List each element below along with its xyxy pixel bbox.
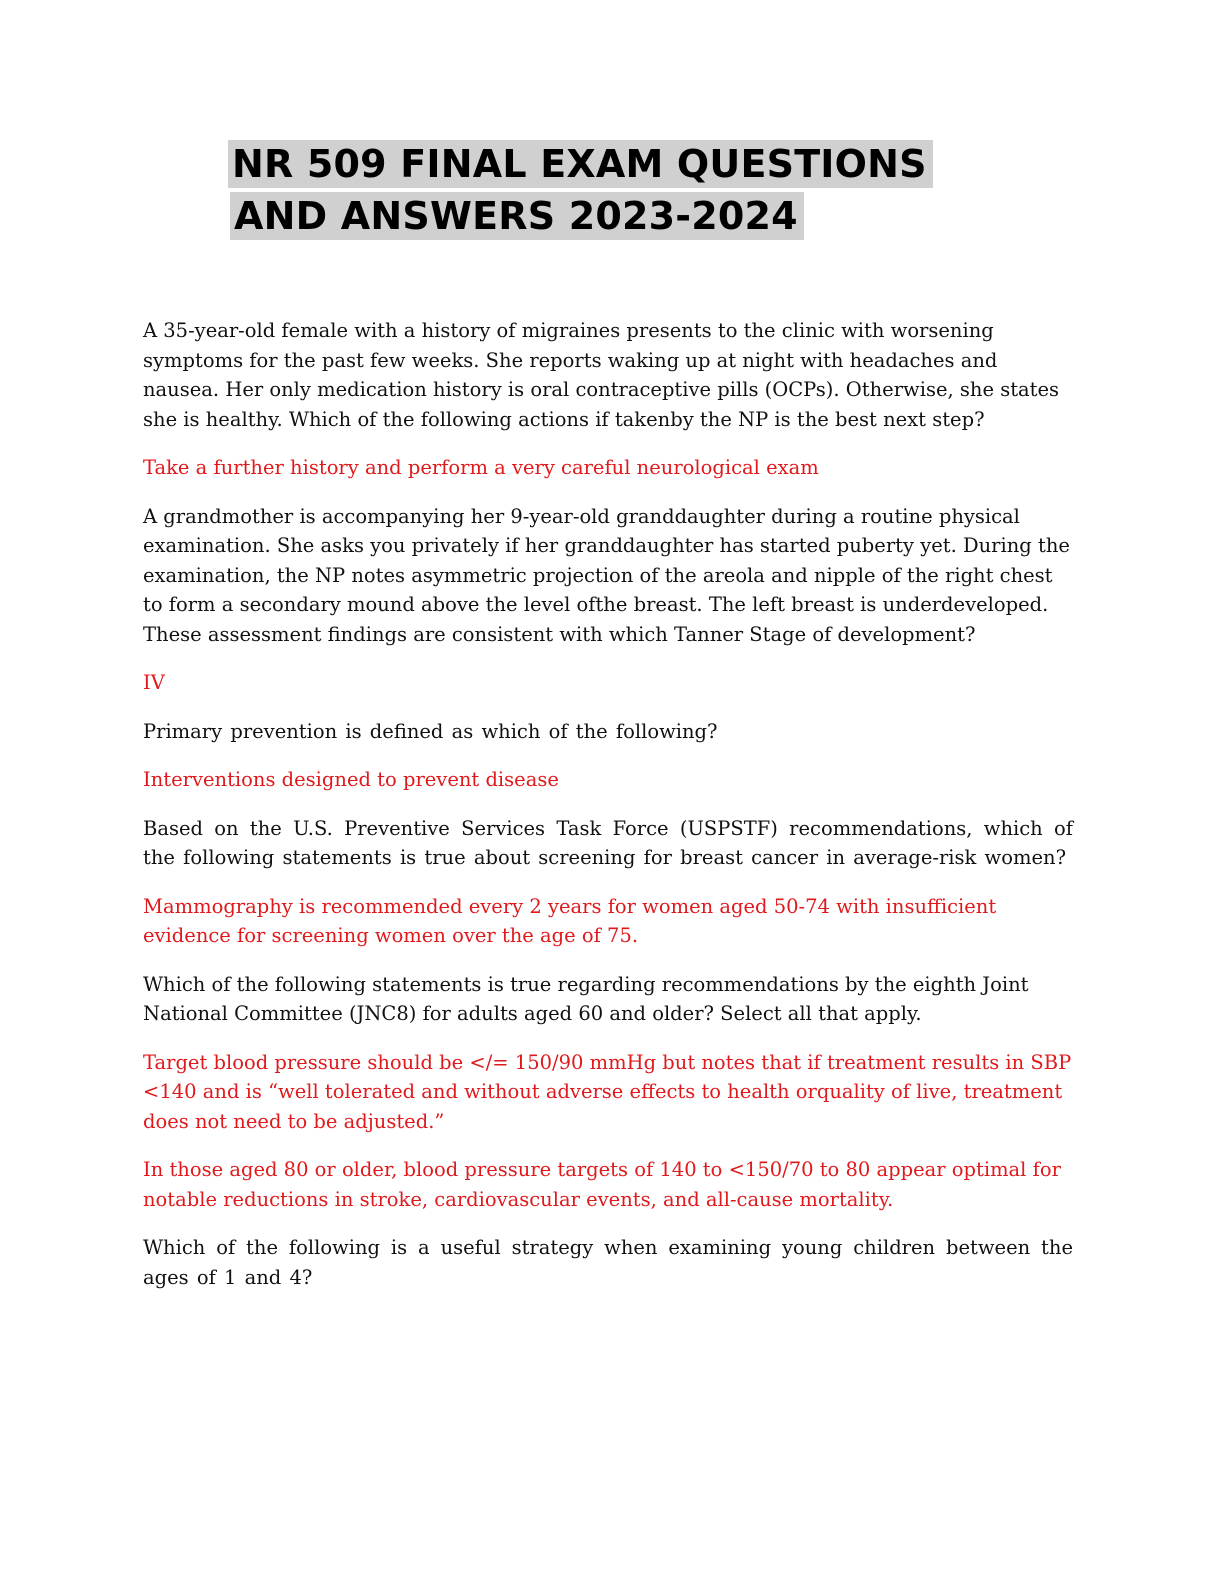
title-line-2: AND ANSWERS 2023-2024 bbox=[230, 192, 804, 240]
answer-paragraph: Mammography is recommended every 2 years for women aged 50-74 with insufficient evidence for screening women over the age of 75. bbox=[143, 894, 997, 947]
answer-paragraph: Target blood pressure should be </= 150/90 mmHg but notes that if treatment results in SBP <140 and is “well tolerated and without adverse effects to health orquality of live, treatment does not need to be adjusted.” bbox=[143, 1050, 1072, 1133]
answer-paragraph: In those aged 80 or older, blood pressure targets of 140 to <150/70 to 80 appear optimal for notable reductions in stroke, cardiovascular events, and all-cause mortality. bbox=[143, 1158, 1061, 1211]
answer-paragraph: Interventions designed to prevent disease bbox=[143, 768, 559, 791]
answer-paragraph: Take a further history and perform a very careful neurological exam bbox=[143, 456, 819, 479]
question-paragraph: Primary prevention is defined as which of the following? bbox=[143, 719, 718, 743]
question-paragraph: A 35-year-old female with a history of migraines presents to the clinic with worsening symptoms for the past few weeks. She reports waking up at night with headaches and nausea. Her only medication history is oral contraceptive pills (OCPs). Otherwise, she states she is healthy. Which of the following actions if takenby the NP is the best next step? bbox=[143, 319, 1060, 431]
question-paragraph: Which of the following statements is true regarding recommendations by the eighth Joint National Committee (JNC8) for adults aged 60 and older? Select all that apply. bbox=[143, 972, 1029, 1025]
answer-paragraph: IV bbox=[143, 671, 165, 694]
title-line-1: NR 509 FINAL EXAM QUESTIONS bbox=[228, 140, 933, 188]
question-paragraph: Based on the U.S. Preventive Services Task Force (USPSTF) recommendations, which of the following statements is true about screening for breast cancer in average-risk women? bbox=[143, 816, 1073, 869]
document-title bbox=[228, 140, 933, 240]
document-body bbox=[143, 316, 1073, 1311]
question-paragraph: Which of the following is a useful strategy when examining young children between the ages of 1 and 4? bbox=[143, 1236, 1073, 1289]
question-paragraph: A grandmother is accompanying her 9-year-old granddaughter during a routine physical examination. She asks you privately if her granddaughter has started puberty yet. During the examination, the NP notes asymmetric projection of the areola and nipple of the right chest to form a secondary mound above the level ofthe breast. The left breast is underdeveloped. These assessment findings are consistent with which Tanner Stage of development? bbox=[143, 504, 1070, 646]
